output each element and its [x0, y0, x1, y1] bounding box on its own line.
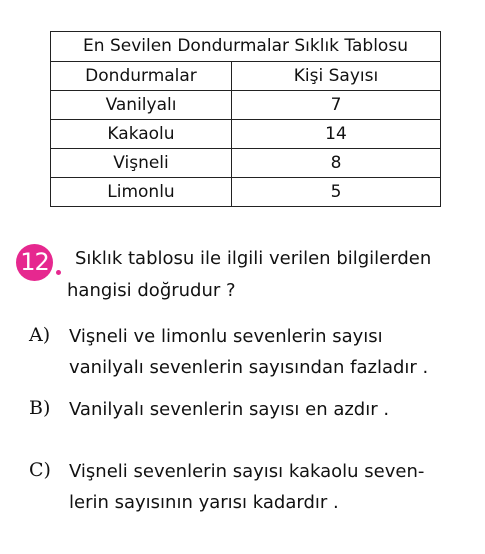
flavor-cell: Limonlu — [51, 178, 232, 207]
table-row — [51, 149, 441, 178]
table-caption-row — [51, 32, 441, 62]
count-cell: 5 — [232, 178, 441, 207]
count-cell: 14 — [232, 120, 441, 149]
question-text-line-1: Sıklık tablosu ile ilgili verilen bilgilerden — [75, 248, 432, 269]
flavor-cell: Kakaolu — [51, 120, 232, 149]
table-caption: En Sevilen Dondurmalar Sıklık Tablosu — [51, 32, 441, 62]
option-c-line-2: lerin sayısının yarısı kadardır . — [69, 492, 339, 513]
flavor-cell: Vişneli — [51, 149, 232, 178]
table-row — [51, 91, 441, 120]
badge-dot — [56, 270, 61, 275]
option-c-letter: C) — [29, 459, 51, 481]
option-b-line-1: Vanilyalı sevenlerin sayısı en azdır . — [69, 399, 390, 420]
flavor-cell: Vanilyalı — [51, 91, 232, 120]
table-row — [51, 120, 441, 149]
table-row — [51, 178, 441, 207]
question-number-badge — [16, 244, 53, 281]
option-c-line-1: Vişneli sevenlerin sayısı kakaolu seven- — [69, 461, 425, 482]
header-flavor: Dondurmalar — [51, 62, 232, 91]
question-number: 12 — [20, 248, 49, 276]
option-b-letter: B) — [29, 397, 51, 419]
table-header-row — [51, 62, 441, 91]
option-a-line-2: vanilyalı sevenlerin sayısından fazladır . — [69, 357, 429, 378]
count-cell: 7 — [232, 91, 441, 120]
option-a-letter: A) — [29, 324, 51, 346]
question-text-line-2: hangisi doğrudur ? — [67, 280, 236, 301]
option-a-line-1: Vişneli ve limonlu sevenlerin sayısı — [69, 326, 383, 347]
count-cell: 8 — [232, 149, 441, 178]
header-count: Kişi Sayısı — [232, 62, 441, 91]
frequency-table — [50, 31, 441, 207]
